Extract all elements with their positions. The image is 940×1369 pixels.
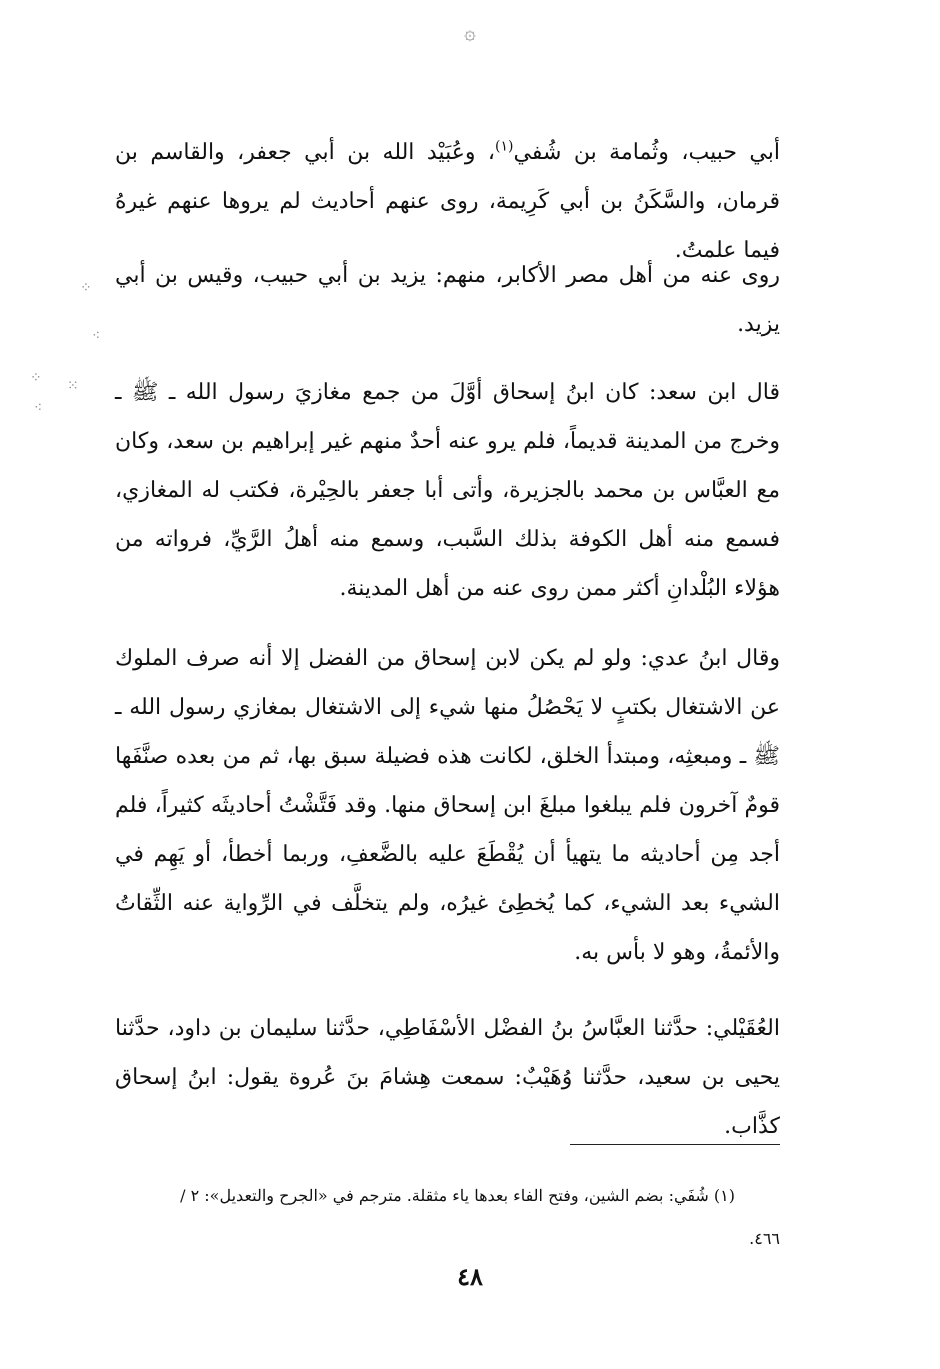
paragraph-4: وقال ابنُ عدي: ولو لم يكن لابن إسحاق من الفضل إلا أنه صرف الملوك عن الاشتغال بكتبٍ لا يَحْصُلُ منها شيء إلى الاشتغال بمغازي رسول الله ـ ﷺ ـ ومبعثِه، ومبتدأ الخلق، لكانت هذه فضيلة سبق بها، ثم من بعده صنَّفَها قومٌ آخرون فلم يبلغوا مبلغَ ابن إسحاق منها. وقد فَتَّشْتُ أحاديثَه كثيراً، فلم أجد مِن أحاديثه ما يتهيأ أن يُقْطَعَ عليه بالضَّعفِ، وربما أخطأ، أو يَهِم في الشيء بعد الشيء، كما يُخطِئ غيرُه، ولم يتخلَّف في الرِّواية عنه الثِّقاتُ والأئمةُ، وهو لا بأس به. bbox=[115, 646, 780, 965]
header-ornament: ۞ bbox=[464, 20, 476, 44]
footnote-continuation: ٤٦٦. bbox=[749, 1229, 780, 1248]
footnote-divider bbox=[570, 1144, 780, 1145]
paragraph-1-text: أبي حبيب، وثُمامة بن شُفي bbox=[513, 140, 780, 165]
footnote-ref-1[interactable]: (١) bbox=[495, 138, 514, 155]
paragraph-5: العُقَيْلي: حدَّثنا العبَّاسُ بنُ الفضْل الأسْفَاطِي، حدَّثنا سليمان بن داود، حدَّثنا يحيى بن سعيد، حدَّثنا وُهَيْبٌ: سمعت هِشامَ بنَ عُروة يقول: ابنُ إسحاق كذَّاب. bbox=[115, 1016, 780, 1139]
footnote: (١) شُفَي: بضم الشين، وفتح الفاء بعدها ياء مثقلة. مترجم في «الجرح والتعديل»: ٢ / bbox=[180, 1186, 735, 1205]
paragraph-3: قال ابن سعد: كان ابنُ إسحاق أوَّلَ من جمع مغازيَ رسول الله ـ ﷺ ـ وخرج من المدينة قديماً، فلم يرو عنه أحدٌ منهم غير إبراهيم بن سعد، وكان مع العبَّاس بن محمد بالجزيرة، وأتى أبا جعفر بالحِيْرة، فكتب له المغازي، فسمع منه أهل الكوفة بذلك السَّبب، وسمع منه أهلُ الرَّيِّ، فرواته من هؤلاء البُلْدانِ أكثر ممن روى عنه من أهل المدينة. bbox=[115, 380, 780, 601]
paragraph-2: روى عنه من أهل مصر الأكابر، منهم: يزيد بن أبي حبيب، وقيس بن أبي يزيد. bbox=[115, 263, 780, 337]
scan-specks: ⁘ ⁖ ⁘ ⁙ ⁖ bbox=[30, 280, 101, 416]
page-number: ٤٨ bbox=[457, 1262, 483, 1291]
paragraph-1-text-after: ، وعُبَيْد الله بن أبي جعفر، والقاسم بن قرمان، والسَّكَنُ بن أبي كَرِيمة، روى عنهم أحاديث لم يروها عنهم غيرهُ فيما علمتُ. bbox=[115, 140, 780, 263]
